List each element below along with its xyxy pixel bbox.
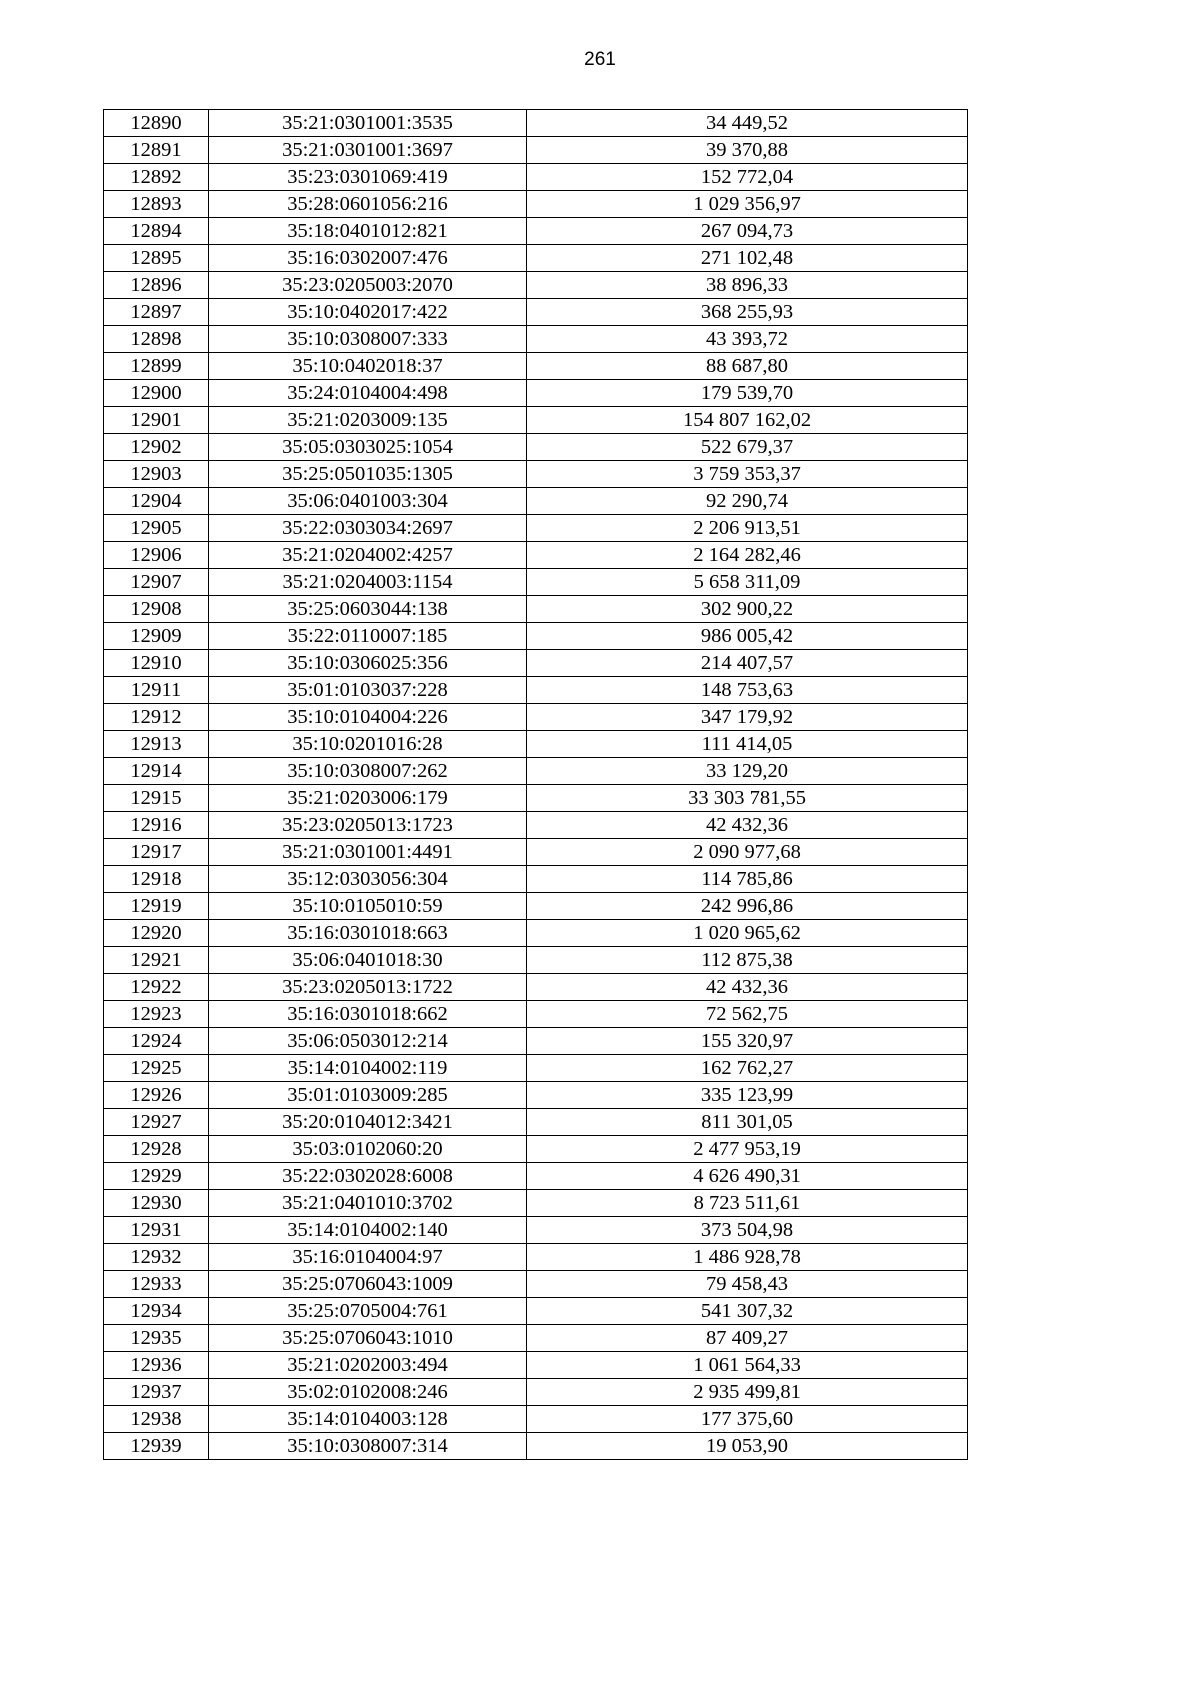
- cadastral-number-cell: 35:22:0302028:6008: [209, 1163, 527, 1190]
- cadastral-number-cell: 35:23:0301069:419: [209, 164, 527, 191]
- table-row: [104, 1109, 968, 1136]
- cadastral-value-cell: 242 996,86: [527, 893, 968, 920]
- row-number-cell: 12922: [104, 974, 209, 1001]
- cadastral-value-cell: 271 102,48: [527, 245, 968, 272]
- cadastral-number-cell: 35:16:0104004:97: [209, 1244, 527, 1271]
- cadastral-value-cell: 34 449,52: [527, 110, 968, 137]
- table-row: [104, 299, 968, 326]
- cadastral-value-cell: 267 094,73: [527, 218, 968, 245]
- table-row: [104, 542, 968, 569]
- cadastral-number-cell: 35:21:0204003:1154: [209, 569, 527, 596]
- table-row: [104, 677, 968, 704]
- cadastral-number-cell: 35:14:0104002:119: [209, 1055, 527, 1082]
- cadastral-value-cell: 92 290,74: [527, 488, 968, 515]
- cadastral-value-cell: 2 477 953,19: [527, 1136, 968, 1163]
- row-number-cell: 12893: [104, 191, 209, 218]
- row-number-cell: 12927: [104, 1109, 209, 1136]
- table-row: [104, 974, 968, 1001]
- cadastral-value-cell: 114 785,86: [527, 866, 968, 893]
- row-number-cell: 12890: [104, 110, 209, 137]
- row-number-cell: 12905: [104, 515, 209, 542]
- table-row: [104, 1379, 968, 1406]
- row-number-cell: 12894: [104, 218, 209, 245]
- cadastral-value-cell: 111 414,05: [527, 731, 968, 758]
- cadastral-value-cell: 88 687,80: [527, 353, 968, 380]
- cadastral-number-cell: 35:25:0603044:138: [209, 596, 527, 623]
- row-number-cell: 12918: [104, 866, 209, 893]
- cadastral-value-cell: 335 123,99: [527, 1082, 968, 1109]
- cadastral-value-cell: 19 053,90: [527, 1433, 968, 1460]
- cadastral-number-cell: 35:20:0104012:3421: [209, 1109, 527, 1136]
- table-row: [104, 1244, 968, 1271]
- cadastral-number-cell: 35:14:0104002:140: [209, 1217, 527, 1244]
- table-row: [104, 1055, 968, 1082]
- row-number-cell: 12912: [104, 704, 209, 731]
- cadastral-number-cell: 35:14:0104003:128: [209, 1406, 527, 1433]
- cadastral-value-cell: 986 005,42: [527, 623, 968, 650]
- cadastral-value-cell: 373 504,98: [527, 1217, 968, 1244]
- row-number-cell: 12911: [104, 677, 209, 704]
- cadastral-value-cell: 42 432,36: [527, 974, 968, 1001]
- cadastral-number-cell: 35:21:0203009:135: [209, 407, 527, 434]
- row-number-cell: 12936: [104, 1352, 209, 1379]
- row-number-cell: 12939: [104, 1433, 209, 1460]
- table-row: [104, 1163, 968, 1190]
- cadastral-value-cell: 1 020 965,62: [527, 920, 968, 947]
- table-row: [104, 1082, 968, 1109]
- cadastral-number-cell: 35:01:0103037:228: [209, 677, 527, 704]
- table-row: [104, 461, 968, 488]
- table-row: [104, 569, 968, 596]
- cadastral-value-cell: 177 375,60: [527, 1406, 968, 1433]
- table-row: [104, 1433, 968, 1460]
- cadastral-value-cell: 2 935 499,81: [527, 1379, 968, 1406]
- table-row: [104, 1217, 968, 1244]
- table-row: [104, 1352, 968, 1379]
- cadastral-number-cell: 35:03:0102060:20: [209, 1136, 527, 1163]
- table-row: [104, 326, 968, 353]
- row-number-cell: 12891: [104, 137, 209, 164]
- cadastral-value-cell: 4 626 490,31: [527, 1163, 968, 1190]
- cadastral-number-cell: 35:06:0401003:304: [209, 488, 527, 515]
- cadastral-value-cell: 522 679,37: [527, 434, 968, 461]
- row-number-cell: 12920: [104, 920, 209, 947]
- cadastral-number-cell: 35:10:0105010:59: [209, 893, 527, 920]
- cadastral-value-cell: 1 029 356,97: [527, 191, 968, 218]
- table-row: [104, 920, 968, 947]
- row-number-cell: 12931: [104, 1217, 209, 1244]
- cadastral-number-cell: 35:05:0303025:1054: [209, 434, 527, 461]
- cadastral-value-cell: 2 090 977,68: [527, 839, 968, 866]
- row-number-cell: 12930: [104, 1190, 209, 1217]
- cadastral-value-cell: 214 407,57: [527, 650, 968, 677]
- table-row: [104, 650, 968, 677]
- table-row: [104, 110, 968, 137]
- table-row: [104, 407, 968, 434]
- table-row: [104, 245, 968, 272]
- cadastral-value-cell: 1 061 564,33: [527, 1352, 968, 1379]
- table-row: [104, 488, 968, 515]
- row-number-cell: 12928: [104, 1136, 209, 1163]
- table-row: [104, 272, 968, 299]
- cadastral-number-cell: 35:16:0301018:663: [209, 920, 527, 947]
- cadastral-value-cell: 112 875,38: [527, 947, 968, 974]
- cadastral-value-cell: 541 307,32: [527, 1298, 968, 1325]
- cadastral-number-cell: 35:21:0301001:3535: [209, 110, 527, 137]
- row-number-cell: 12898: [104, 326, 209, 353]
- cadastral-number-cell: 35:23:0205003:2070: [209, 272, 527, 299]
- cadastral-value-cell: 39 370,88: [527, 137, 968, 164]
- table-body: [104, 110, 968, 1460]
- table-row: [104, 812, 968, 839]
- row-number-cell: 12926: [104, 1082, 209, 1109]
- cadastral-value-cell: 811 301,05: [527, 1109, 968, 1136]
- table-row: [104, 947, 968, 974]
- cadastral-number-cell: 35:28:0601056:216: [209, 191, 527, 218]
- table-row: [104, 893, 968, 920]
- cadastral-value-cell: 155 320,97: [527, 1028, 968, 1055]
- table-row: [104, 839, 968, 866]
- cadastral-number-cell: 35:21:0202003:494: [209, 1352, 527, 1379]
- cadastral-number-cell: 35:25:0706043:1009: [209, 1271, 527, 1298]
- cadastral-value-cell: 3 759 353,37: [527, 461, 968, 488]
- cadastral-value-cell: 87 409,27: [527, 1325, 968, 1352]
- cadastral-value-cell: 33 129,20: [527, 758, 968, 785]
- row-number-cell: 12935: [104, 1325, 209, 1352]
- cadastral-value-cell: 154 807 162,02: [527, 407, 968, 434]
- row-number-cell: 12906: [104, 542, 209, 569]
- row-number-cell: 12916: [104, 812, 209, 839]
- cadastral-number-cell: 35:21:0401010:3702: [209, 1190, 527, 1217]
- cadastral-value-cell: 33 303 781,55: [527, 785, 968, 812]
- cadastral-value-cell: 1 486 928,78: [527, 1244, 968, 1271]
- table-row: [104, 515, 968, 542]
- cadastral-value-cell: 72 562,75: [527, 1001, 968, 1028]
- row-number-cell: 12910: [104, 650, 209, 677]
- cadastral-value-cell: 79 458,43: [527, 1271, 968, 1298]
- row-number-cell: 12929: [104, 1163, 209, 1190]
- cadastral-value-cell: 179 539,70: [527, 380, 968, 407]
- cadastral-number-cell: 35:21:0301001:4491: [209, 839, 527, 866]
- cadastral-number-cell: 35:10:0308007:333: [209, 326, 527, 353]
- row-number-cell: 12937: [104, 1379, 209, 1406]
- cadastral-number-cell: 35:23:0205013:1722: [209, 974, 527, 1001]
- cadastral-number-cell: 35:01:0103009:285: [209, 1082, 527, 1109]
- table-row: [104, 623, 968, 650]
- row-number-cell: 12934: [104, 1298, 209, 1325]
- cadastral-number-cell: 35:21:0203006:179: [209, 785, 527, 812]
- row-number-cell: 12938: [104, 1406, 209, 1433]
- cadastral-number-cell: 35:16:0301018:662: [209, 1001, 527, 1028]
- cadastral-number-cell: 35:21:0204002:4257: [209, 542, 527, 569]
- cadastral-value-cell: 5 658 311,09: [527, 569, 968, 596]
- cadastral-value-cell: 368 255,93: [527, 299, 968, 326]
- cadastral-value-table: [103, 109, 968, 1460]
- cadastral-number-cell: 35:10:0306025:356: [209, 650, 527, 677]
- cadastral-number-cell: 35:10:0201016:28: [209, 731, 527, 758]
- row-number-cell: 12897: [104, 299, 209, 326]
- table-row: [104, 866, 968, 893]
- cadastral-value-cell: 148 753,63: [527, 677, 968, 704]
- row-number-cell: 12900: [104, 380, 209, 407]
- cadastral-number-cell: 35:22:0110007:185: [209, 623, 527, 650]
- table-row: [104, 1028, 968, 1055]
- cadastral-value-cell: 347 179,92: [527, 704, 968, 731]
- table-row: [104, 1136, 968, 1163]
- cadastral-value-cell: 152 772,04: [527, 164, 968, 191]
- row-number-cell: 12896: [104, 272, 209, 299]
- table-row: [104, 1325, 968, 1352]
- cadastral-number-cell: 35:25:0705004:761: [209, 1298, 527, 1325]
- cadastral-number-cell: 35:02:0102008:246: [209, 1379, 527, 1406]
- cadastral-number-cell: 35:10:0402017:422: [209, 299, 527, 326]
- row-number-cell: 12932: [104, 1244, 209, 1271]
- cadastral-number-cell: 35:06:0503012:214: [209, 1028, 527, 1055]
- cadastral-value-cell: 38 896,33: [527, 272, 968, 299]
- table-row: [104, 731, 968, 758]
- cadastral-value-cell: 42 432,36: [527, 812, 968, 839]
- row-number-cell: 12933: [104, 1271, 209, 1298]
- table-row: [104, 1001, 968, 1028]
- row-number-cell: 12914: [104, 758, 209, 785]
- table-row: [104, 1271, 968, 1298]
- cadastral-number-cell: 35:16:0302007:476: [209, 245, 527, 272]
- table-row: [104, 1298, 968, 1325]
- cadastral-number-cell: 35:06:0401018:30: [209, 947, 527, 974]
- table-row: [104, 1190, 968, 1217]
- table-row: [104, 380, 968, 407]
- cadastral-value-cell: 162 762,27: [527, 1055, 968, 1082]
- table-row: [104, 1406, 968, 1433]
- row-number-cell: 12907: [104, 569, 209, 596]
- row-number-cell: 12909: [104, 623, 209, 650]
- table-row: [104, 596, 968, 623]
- cadastral-number-cell: 35:25:0706043:1010: [209, 1325, 527, 1352]
- row-number-cell: 12903: [104, 461, 209, 488]
- cadastral-number-cell: 35:23:0205013:1723: [209, 812, 527, 839]
- cadastral-number-cell: 35:12:0303056:304: [209, 866, 527, 893]
- table-row: [104, 434, 968, 461]
- table-row: [104, 353, 968, 380]
- cadastral-number-cell: 35:21:0301001:3697: [209, 137, 527, 164]
- table-row: [104, 191, 968, 218]
- table-row: [104, 164, 968, 191]
- cadastral-number-cell: 35:18:0401012:821: [209, 218, 527, 245]
- row-number-cell: 12919: [104, 893, 209, 920]
- row-number-cell: 12895: [104, 245, 209, 272]
- table-row: [104, 704, 968, 731]
- cadastral-number-cell: 35:10:0402018:37: [209, 353, 527, 380]
- row-number-cell: 12902: [104, 434, 209, 461]
- cadastral-number-cell: 35:10:0104004:226: [209, 704, 527, 731]
- table-row: [104, 137, 968, 164]
- row-number-cell: 12908: [104, 596, 209, 623]
- cadastral-number-cell: 35:10:0308007:314: [209, 1433, 527, 1460]
- row-number-cell: 12904: [104, 488, 209, 515]
- row-number-cell: 12901: [104, 407, 209, 434]
- cadastral-value-cell: 43 393,72: [527, 326, 968, 353]
- table-row: [104, 758, 968, 785]
- row-number-cell: 12921: [104, 947, 209, 974]
- row-number-cell: 12892: [104, 164, 209, 191]
- row-number-cell: 12899: [104, 353, 209, 380]
- row-number-cell: 12923: [104, 1001, 209, 1028]
- cadastral-value-cell: 8 723 511,61: [527, 1190, 968, 1217]
- row-number-cell: 12924: [104, 1028, 209, 1055]
- table-row: [104, 785, 968, 812]
- cadastral-value-cell: 302 900,22: [527, 596, 968, 623]
- row-number-cell: 12915: [104, 785, 209, 812]
- cadastral-value-cell: 2 206 913,51: [527, 515, 968, 542]
- row-number-cell: 12925: [104, 1055, 209, 1082]
- cadastral-number-cell: 35:10:0308007:262: [209, 758, 527, 785]
- cadastral-number-cell: 35:22:0303034:2697: [209, 515, 527, 542]
- table-row: [104, 218, 968, 245]
- page-number: 261: [584, 49, 616, 70]
- row-number-cell: 12917: [104, 839, 209, 866]
- row-number-cell: 12913: [104, 731, 209, 758]
- cadastral-number-cell: 35:25:0501035:1305: [209, 461, 527, 488]
- cadastral-value-cell: 2 164 282,46: [527, 542, 968, 569]
- cadastral-number-cell: 35:24:0104004:498: [209, 380, 527, 407]
